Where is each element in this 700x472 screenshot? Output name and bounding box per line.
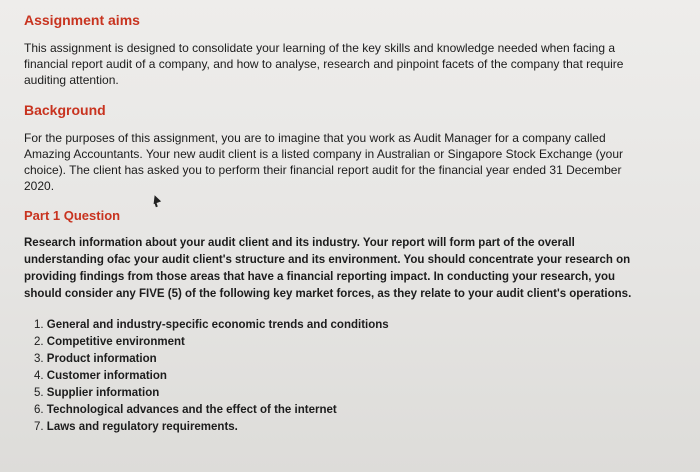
list-item xyxy=(34,351,640,368)
list-item-text: Laws and regulatory requirements. xyxy=(46,421,238,433)
list-item-text: General and industry-specific economic trends and conditions xyxy=(46,319,389,331)
list-item-number: 2. xyxy=(34,336,44,348)
list-item-number: 1. xyxy=(34,319,44,331)
list-item xyxy=(34,334,640,351)
list-item xyxy=(34,419,640,436)
list-item-text: Supplier information xyxy=(46,387,160,399)
list-item-text: Technological advances and the effect of the internet xyxy=(46,404,337,416)
list-item xyxy=(34,368,640,385)
list-item xyxy=(34,402,640,419)
part1-question-heading: Part 1 Question xyxy=(24,208,121,223)
list-item-number: 5. xyxy=(34,387,44,399)
list-item xyxy=(34,317,640,334)
background-text: For the purposes of this assignment, you are to imagine that you work as Audit Manager for a company called Amazing Accountants. Your new audit client is a listed company in Australian or Singapore Stock Exchange (your choice). The client has asked you to perform their financial report audit for the financial year ended 31 December 2020. xyxy=(24,131,624,193)
part1-question-text: Research information about your audit client and its industry. Your report will form part of the overall understanding ofac your audit client's structure and its environment. You should concentrate your research on providing findings from those areas that have a financial reporting impact. In conducting your research, you should consider any FIVE (5) of the following key market forces, as they relate to your audit client's operations. xyxy=(24,237,632,300)
list-item-text: Product information xyxy=(46,353,157,365)
list-item-number: 4. xyxy=(34,370,44,382)
assignment-aims-text: This assignment is designed to consolidate your learning of the key skills and knowledge needed when facing a financial report audit of a company, and how to analyse, research and pinpoint facets of the company that require auditing attention. xyxy=(24,41,624,87)
list-item-number: 7. xyxy=(34,421,44,433)
list-item xyxy=(34,385,640,402)
list-item-text: Customer information xyxy=(46,370,167,382)
list-item-number: 3. xyxy=(34,353,44,365)
list-item-number: 6. xyxy=(34,404,44,416)
background-heading: Background xyxy=(24,102,106,118)
assignment-aims-heading: Assignment aims xyxy=(24,12,140,28)
market-forces-list xyxy=(24,317,640,436)
list-item-text: Competitive environment xyxy=(46,336,185,348)
